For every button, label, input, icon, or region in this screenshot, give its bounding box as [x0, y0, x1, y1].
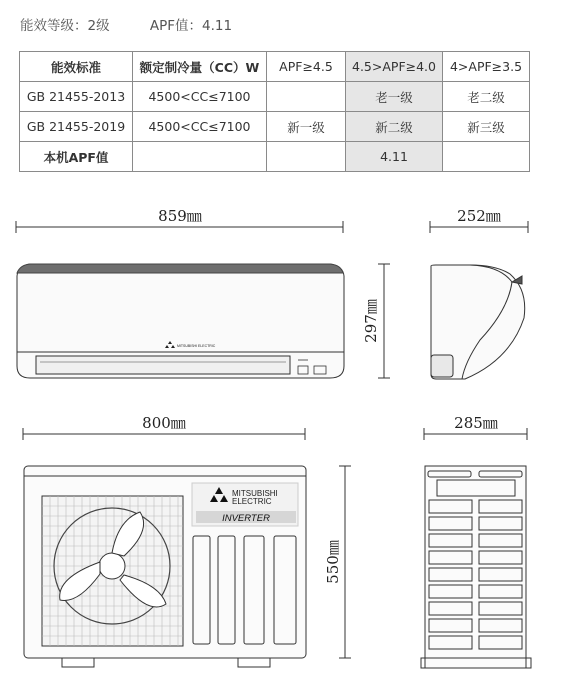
- table-cell: 老一级: [346, 82, 443, 112]
- indoor-depth-label: 252㎜: [457, 207, 501, 225]
- indoor-width-label: 859㎜: [158, 207, 202, 225]
- outdoor-unit-side: [421, 414, 531, 668]
- table-cell: 老二级: [443, 82, 530, 112]
- efficiency-grade: 能效等级：2级: [20, 18, 110, 34]
- header-cell: 额定制冷量（CC）W: [133, 52, 267, 82]
- indoor-unit-side: [430, 207, 528, 379]
- indoor-height-label: 297㎜: [362, 299, 380, 343]
- header-cell: APF≥4.5: [267, 52, 346, 82]
- table-cell: 本机APF值: [20, 142, 133, 172]
- table-cell: 新三级: [443, 112, 530, 142]
- table-cell: 4.11: [346, 142, 443, 172]
- header-cell: 4>APF≥3.5: [443, 52, 530, 82]
- table-cell: 4500<CC≤7100: [133, 82, 267, 112]
- outdoor-height-label: 550㎜: [324, 540, 342, 584]
- inverter-badge: INVERTER: [222, 513, 270, 524]
- indoor-brand-label: MITSUBISHI ELECTRIC: [177, 344, 216, 348]
- outdoor-depth-label: 285㎜: [454, 414, 498, 432]
- table-cell: 新二级: [346, 112, 443, 142]
- table-cell: 4500<CC≤7100: [133, 112, 267, 142]
- outdoor-width-label: 800㎜: [142, 414, 186, 432]
- table-cell: GB 21455-2013: [20, 82, 133, 112]
- table-cell: GB 21455-2019: [20, 112, 133, 142]
- table-cell: 新一级: [267, 112, 346, 142]
- indoor-unit-front: [16, 207, 390, 378]
- outdoor-unit-front: [23, 414, 351, 667]
- outdoor-brand-line2: ELECTRIC: [232, 497, 272, 506]
- header-cell: 4.5>APF≥4.0: [346, 52, 443, 82]
- apf-value: APF值：4.11: [149, 18, 233, 34]
- outdoor-brand-line1: MITSUBISHI: [232, 489, 278, 498]
- header-cell: 能效标准: [20, 52, 133, 82]
